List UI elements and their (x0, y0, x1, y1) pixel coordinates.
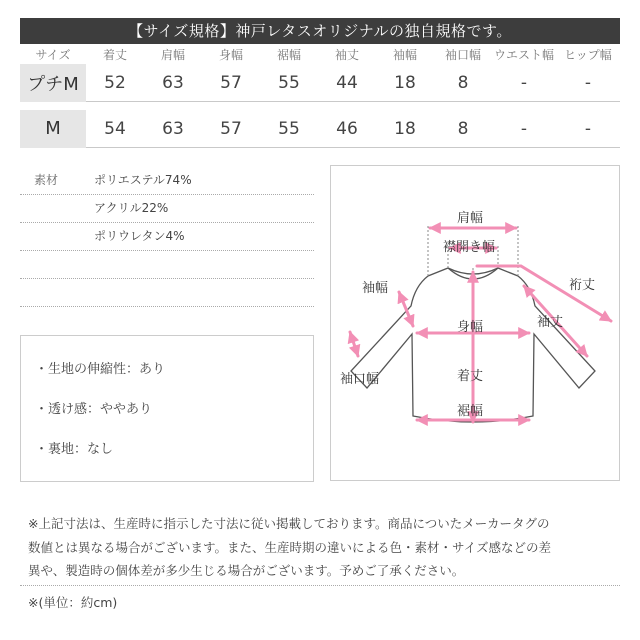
divider (20, 585, 620, 586)
table-cell: 44 (318, 64, 376, 102)
cuff-label: 袖口幅 (340, 372, 380, 387)
table-cell: - (492, 64, 556, 102)
stretch-property: ・生地の伸縮性：あり (35, 362, 166, 377)
table-cell: 54 (86, 110, 144, 148)
column-header: ヒップ幅 (564, 47, 612, 62)
table-cell: 46 (318, 110, 376, 148)
column-header: 袖丈 (334, 47, 359, 62)
unit-note: ※(単位：約cm) (28, 595, 118, 610)
table-cell: 18 (376, 110, 434, 148)
disclaimer-line: 数値とは異なる場合がございます。また、生産時期の違いによる色・素材・サイズ感などの差 (28, 540, 552, 555)
size-name-cell: プチM (20, 64, 86, 102)
column-header: ウエスト幅 (493, 47, 554, 62)
column-header: サイズ (35, 47, 71, 62)
column-header: 袖幅 (392, 47, 417, 62)
row-spacer (20, 102, 620, 111)
material-label: 素材 (34, 173, 59, 187)
sleeve-length-label: 袖丈 (537, 315, 564, 330)
size-name-cell: M (20, 110, 86, 148)
size-table (20, 44, 620, 148)
neck-label: 襟開き幅 (443, 240, 496, 255)
measurement-diagram (330, 165, 620, 481)
material-row (20, 167, 314, 195)
column-header: 着丈 (102, 47, 127, 62)
table-cell: 55 (260, 64, 318, 102)
material-item: アクリル22% (94, 201, 169, 215)
table-cell: - (556, 110, 620, 148)
table-cell: 57 (202, 64, 260, 102)
lining-property: ・裏地：なし (35, 442, 114, 457)
shoulder-label: 肩幅 (457, 211, 484, 226)
table-cell: 55 (260, 110, 318, 148)
transparency-property: ・透け感：ややあり (35, 402, 153, 417)
sleeve-width-measure (399, 292, 413, 326)
column-header: 袖口幅 (444, 47, 481, 62)
table-cell: 63 (144, 64, 202, 102)
table-cell: 8 (434, 110, 492, 148)
material-row (20, 223, 314, 251)
material-item: ポリウレタン4% (94, 229, 185, 243)
size-spec-title: 【サイズ規格】神戸レタスオリジナルの独自規格です。 (20, 18, 620, 44)
material-item: ポリエステル74% (94, 173, 192, 187)
cuff-measure (350, 332, 358, 356)
material-row (20, 195, 314, 223)
table-row (20, 110, 620, 148)
table-row (20, 64, 620, 102)
table-cell: 18 (376, 64, 434, 102)
disclaimer-line: 異や、製造時の個体差が多少生じる場合がございます。予めご了承ください。 (28, 563, 465, 578)
column-header: 裾幅 (276, 47, 301, 62)
table-cell: 57 (202, 110, 260, 148)
table-cell: - (492, 110, 556, 148)
table-cell: - (556, 64, 620, 102)
material-row-empty (20, 279, 314, 307)
table-cell: 8 (434, 64, 492, 102)
disclaimer-line: ※上記寸法は、生産時に指示した寸法に従い掲載しております。商品についたメーカータグの (28, 516, 550, 531)
sleeve-width-label: 袖幅 (362, 281, 389, 296)
yuki-label: 裄丈 (569, 278, 596, 293)
column-header: 肩幅 (160, 47, 185, 62)
table-cell: 52 (86, 64, 144, 102)
body-width-label: 身幅 (457, 320, 484, 335)
hem-label: 裾幅 (457, 404, 484, 419)
table-header-row (20, 44, 620, 64)
table-cell: 63 (144, 110, 202, 148)
material-row-empty (20, 251, 314, 279)
fabric-properties-box (20, 335, 314, 482)
length-label: 着丈 (457, 369, 484, 384)
column-header: 身幅 (218, 47, 243, 62)
